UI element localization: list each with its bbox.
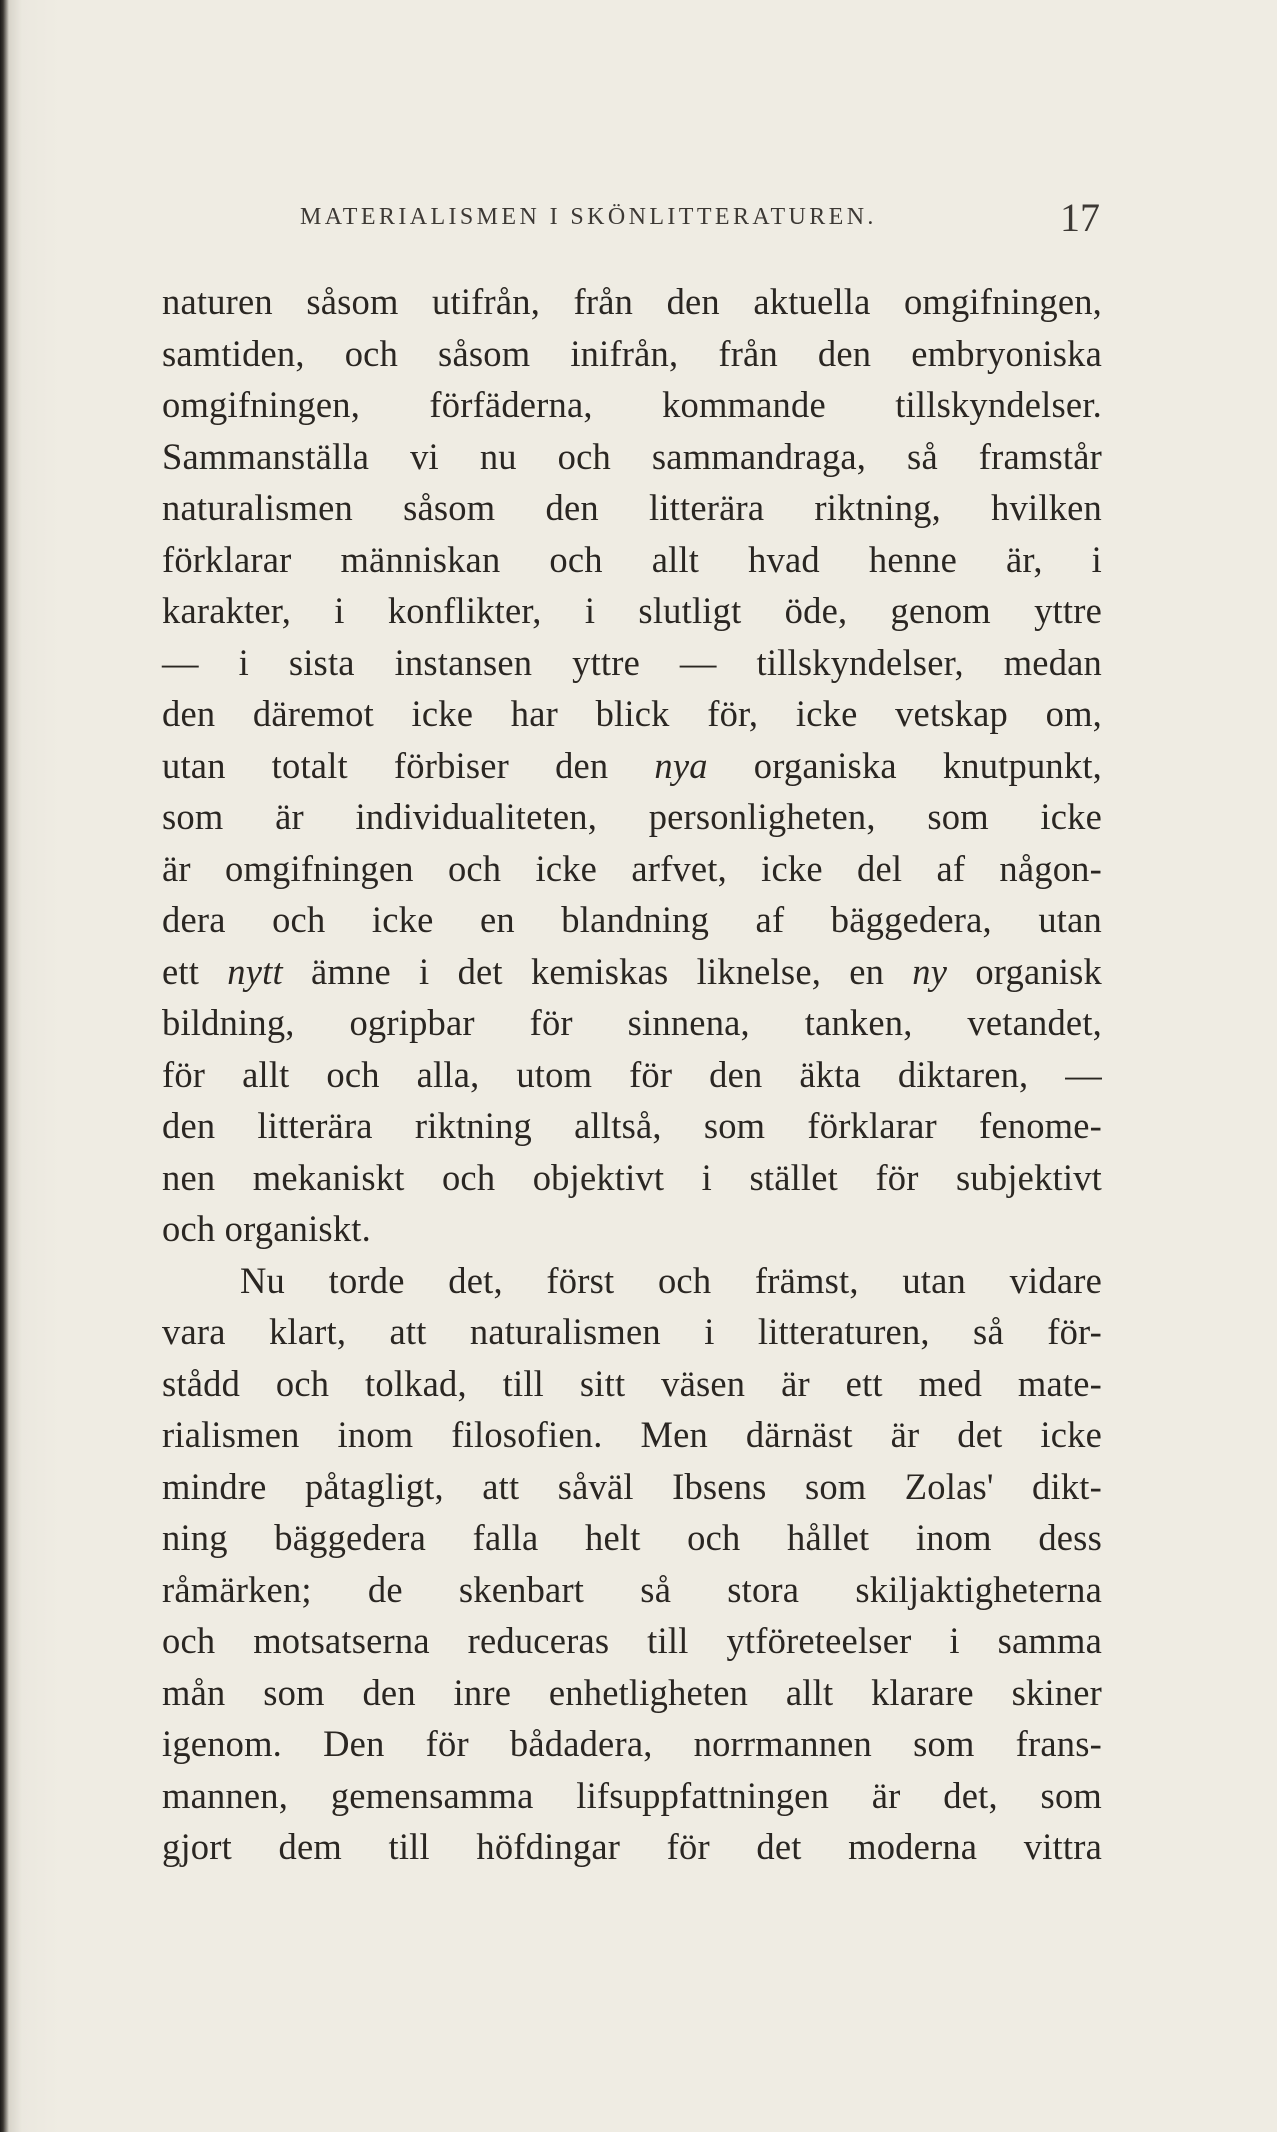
text-line: rialismen inom filosofien. Men därnäst är det icke <box>162 1414 1102 1455</box>
text-line: igenom. Den för bådadera, norrmannen som frans- <box>162 1723 1102 1764</box>
text-line: omgifningen, förfäderna, kommande tillskyndelser. <box>162 384 1102 425</box>
text-line: förklarar människan och allt hvad henne är, i <box>162 538 1102 580</box>
text-line: är omgifningen och icke arfvet, icke del af någon- <box>162 847 1102 889</box>
text-line: för allt och alla, utom för den äkta diktaren, — <box>162 1053 1102 1095</box>
text-line: nen mekaniskt och objektivt i stället för subjektivt <box>162 1156 1102 1198</box>
italic-word: ny <box>912 950 948 992</box>
text-line: som är individualiteten, personligheten, som icke <box>162 796 1102 837</box>
italic-word: nytt <box>227 950 283 992</box>
italic-word: nya <box>654 744 708 786</box>
text-line: dera och icke en blandning af bäggedera, utan <box>162 899 1102 940</box>
text-line: och organiskt. <box>162 1208 371 1249</box>
text-line: och motsatserna reduceras till ytföreteelser i samma <box>162 1620 1102 1661</box>
text-line: karakter, i konflikter, i slutligt öde, genom yttre <box>162 590 1102 631</box>
text-line: — i sista instansen yttre — tillskyndelser, medan <box>162 641 1102 683</box>
text-line: mindre påtagligt, att såväl Ibsens som Zolas' dikt- <box>162 1465 1102 1507</box>
text-line: mannen, gemensamma lifsuppfattningen är det, som <box>162 1774 1102 1816</box>
text-line: utan totalt förbiser den nya organiska knutpunkt, <box>162 744 1102 786</box>
page-number: 17 <box>1060 195 1100 240</box>
text-line: råmärken; de skenbart så stora skiljaktigheterna <box>162 1568 1102 1610</box>
body-text <box>162 276 1102 1873</box>
text-line: Sammanställa vi nu och sammandraga, så framstår <box>162 435 1102 477</box>
running-head <box>300 195 1100 240</box>
text-line: samtiden, och såsom inifrån, från den embryoniska <box>162 332 1102 374</box>
text-line: naturalismen såsom den litterära riktning, hvilken <box>162 487 1102 528</box>
text-line: vara klart, att naturalismen i litteraturen, så för- <box>162 1311 1102 1352</box>
running-title: MATERIALISMEN I SKÖNLITTERATUREN. <box>300 204 877 230</box>
text-line: Nu torde det, först och främst, utan vidare <box>240 1259 1102 1301</box>
text-line: gjort dem till höfdingar för det moderna vittra <box>162 1826 1102 1867</box>
text-line: naturen såsom utifrån, från den aktuella omgifningen, <box>162 281 1102 322</box>
text-line: ning bäggedera falla helt och hållet inom dess <box>162 1517 1102 1558</box>
text-line: bildning, ogripbar för sinnena, tanken, vetandet, <box>162 1002 1102 1043</box>
text-line: stådd och tolkad, till sitt väsen är ett med mate- <box>162 1362 1102 1404</box>
text-line: mån som den inre enhetligheten allt klarare skiner <box>162 1671 1102 1713</box>
text-line: den däremot icke har blick för, icke vetskap om, <box>162 693 1102 734</box>
text-line: ett nytt ämne i det kemiskas liknelse, en ny organisk <box>162 950 1102 992</box>
text-line: den litterära riktning alltså, som förklarar fenome- <box>162 1105 1102 1146</box>
